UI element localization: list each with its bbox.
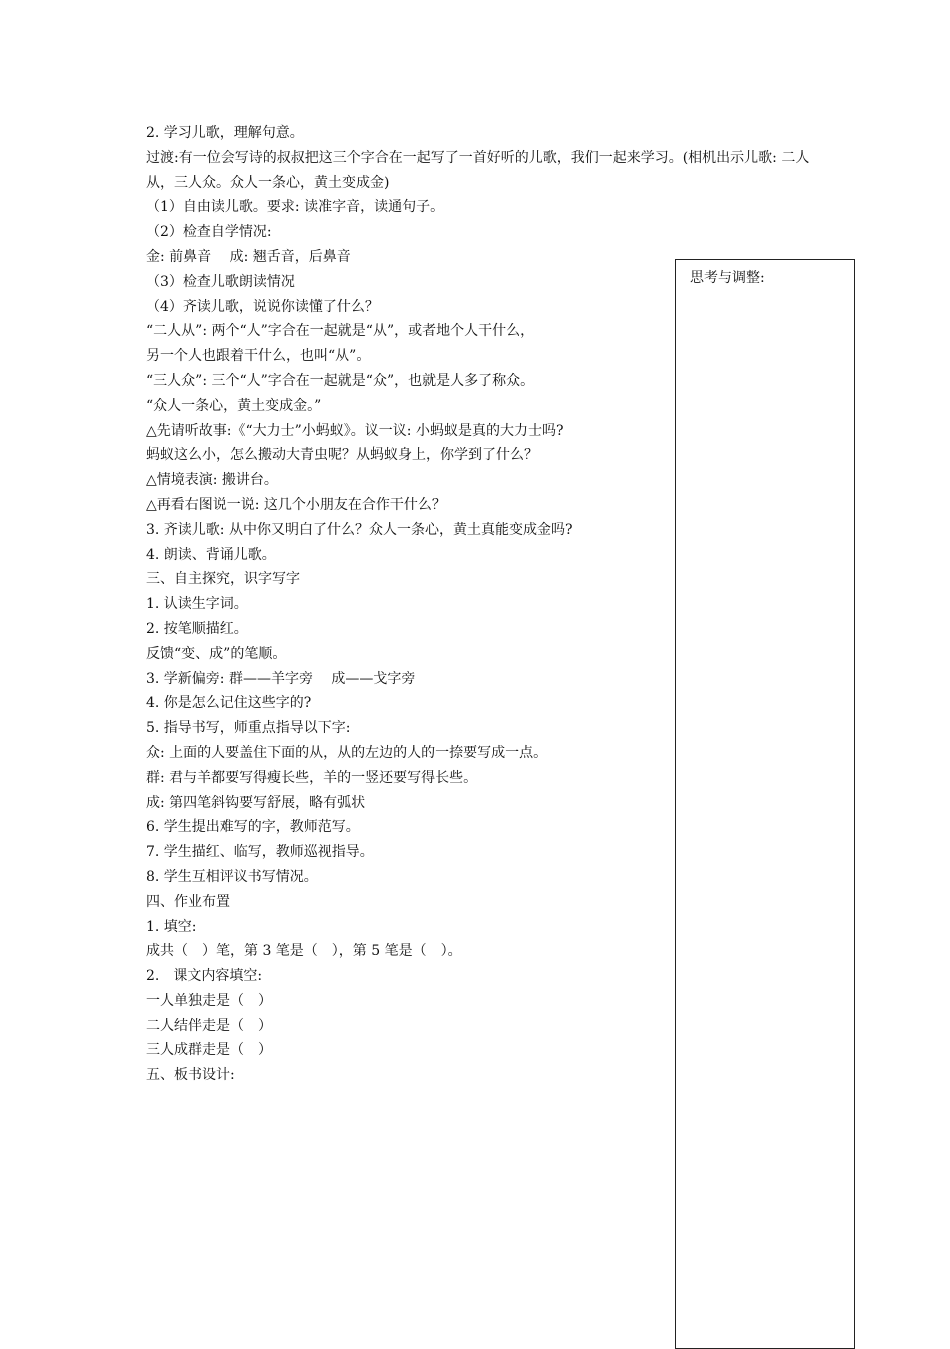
text-line: “三人众”: 三个“人”字合在一起就是“众”，也就是人多了称众。	[146, 372, 535, 389]
text-line: 成: 第四笔斜钩要写舒展，略有弧状	[146, 794, 366, 811]
text-line: “二人从”: 两个“人”字合在一起就是“从”，或者地个人干什么，	[146, 323, 535, 340]
text-line: 1. 填空:	[146, 918, 197, 935]
text-line: 8. 学生互相评议书写情况。	[146, 868, 318, 885]
text-line: 2. 课文内容填空:	[146, 968, 263, 985]
text-line: 1. 认读生字词。	[146, 596, 248, 613]
text-line: 反馈“变、成”的笔顺。	[146, 645, 287, 662]
section-heading: 四、作业布置	[146, 893, 230, 910]
text-line: （1）自由读儿歌。要求: 读准字音，读通句子。	[146, 199, 445, 216]
text-line: 众: 上面的人要盖住下面的从，从的左边的人的一捺要写成一点。	[146, 744, 548, 761]
text-line: “众人一条心，黄土变成金。”	[146, 397, 322, 414]
text-line: 2. 学习儿歌，理解句意。	[146, 125, 304, 141]
text-line: （2）检查自学情况:	[146, 224, 272, 241]
text-line: 6. 学生提出难写的字，教师范写。	[146, 819, 360, 836]
text-line: 一人单独走是（ ）	[146, 992, 272, 1009]
reflection-box-title: 思考与调整:	[690, 270, 765, 286]
text-line: 4. 你是怎么记住这些字的?	[146, 695, 312, 712]
text-line: 7. 学生描红、临写，教师巡视指导。	[146, 844, 374, 861]
text-line: （4）齐读儿歌，说说你读懂了什么？	[146, 298, 379, 315]
section-heading: 三、自主探究，识字写字	[146, 571, 300, 588]
text-line: 3. 学新偏旁: 群——羊字旁 成——戈字旁	[146, 670, 416, 687]
text-line: △先请听故事:《“大力士”小蚂蚁》。议一议: 小蚂蚁是真的大力士吗?	[146, 422, 564, 439]
reflection-box	[675, 259, 855, 1349]
text-line: 2. 按笔顺描红。	[146, 620, 248, 637]
section-heading: 五、板书设计:	[146, 1067, 235, 1084]
text-line: 3. 齐读儿歌: 从中你又明白了什么？众人一条心，黄土真能变成金吗?	[146, 521, 573, 538]
text-line: △再看右图说一说: 这几个小朋友在合作干什么？	[146, 496, 446, 513]
text-line: 二人结伴走是（ ）	[146, 1017, 272, 1034]
text-line: 三人成群走是（ ）	[146, 1042, 272, 1059]
text-line: 金: 前鼻音 成: 翘舌音，后鼻音	[146, 248, 351, 265]
text-line: 过渡:有一位会写诗的叔叔把这三个字合在一起写了一首好听的儿歌，我们一起来学习。(相机出示儿歌: 二人从，三人众。众人一条心，黄土变成金)	[146, 149, 810, 191]
text-line: 4. 朗读、背诵儿歌。	[146, 546, 276, 563]
text-line: （3）检查儿歌朗读情况	[146, 273, 295, 290]
text-line: 群: 君与羊都要写得瘦长些，羊的一竖还要写得长些。	[146, 769, 478, 786]
text-line: 另一个人也跟着干什么，也叫“从”。	[146, 348, 371, 365]
text-line: 蚂蚁这么小，怎么搬动大青虫呢？从蚂蚁身上，你学到了什么？	[146, 447, 538, 464]
text-line: 成共（ ）笔，第 3 笔是（ ），第 5 笔是（ ）。	[146, 943, 462, 960]
text-line: 5. 指导书写，师重点指导以下字:	[146, 720, 351, 737]
text-line: △情境表演: 搬讲台。	[146, 472, 278, 489]
